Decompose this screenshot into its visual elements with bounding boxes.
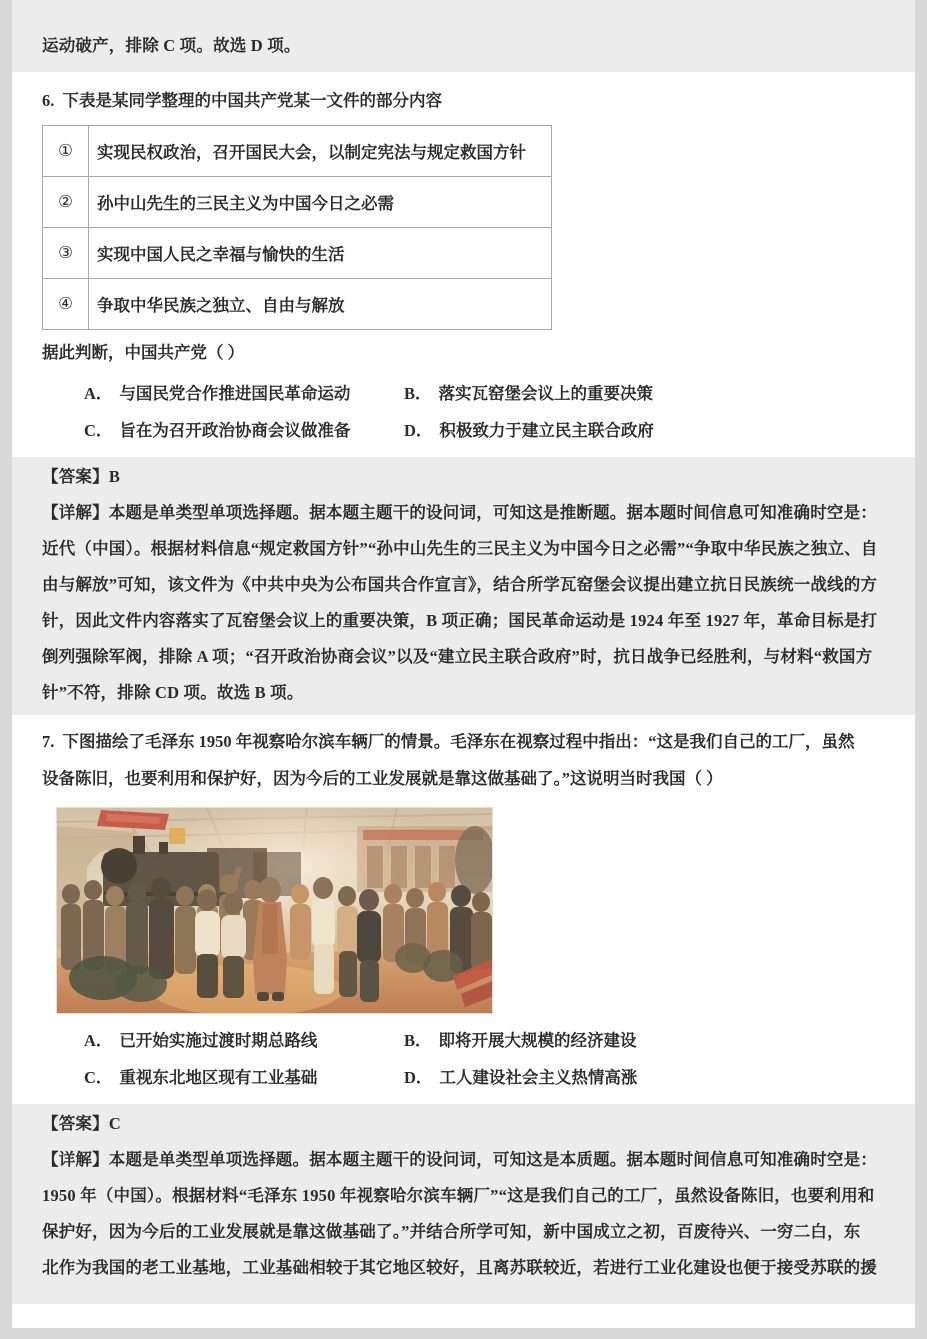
document-page (12, 0, 915, 1328)
question-6-explanation-line: 【详解】本题是单类型单项选择题。据本题主题干的设问词，可知这是推断题。据本题时间信息可知准确时空是： (42, 503, 877, 522)
question-7-figure-wrap (12, 807, 915, 1014)
question-6-options-row-2 (84, 412, 915, 449)
mao-inspection-painting (56, 807, 493, 1014)
option-b[interactable] (404, 375, 653, 412)
option-b-label: B． (404, 384, 432, 403)
question-6-prompt: 据此判断，中国共产党（ ） (42, 343, 245, 362)
question-6-options-row-1 (84, 375, 915, 412)
question-7-options-row-2 (84, 1059, 915, 1096)
page-content (12, 0, 915, 1304)
option-c-label: C． (84, 1068, 113, 1087)
question-6-number: 6. (42, 91, 55, 110)
option-c-text: 旨在为召开政治协商会议做准备 (119, 421, 351, 440)
answer-value: C (108, 1114, 121, 1133)
question-6-explanation-line: 由与解放”可知，该文件为《中共中央为公布国共合作宣言》，结合所学瓦窑堡会议提出建立抗日民族统一战线的方 (42, 575, 878, 594)
question-6-answer-band (12, 457, 915, 715)
question-7-explanation-line: 北作为我国的老工业基地，工业基础相较于其它地区较好，且离苏联较近，若进行工业化建设也便于接受苏联的援 (42, 1258, 877, 1277)
table-row-index: ② (43, 177, 89, 228)
question-6-explanation-line: 针”不符，排除 CD 项。故选 B 项。 (42, 683, 304, 702)
question-6-stem-text: 下表是某同学整理的中国共产党某一文件的部分内容 (62, 91, 442, 110)
option-c-label: C． (84, 421, 113, 440)
option-d-text: 积极致力于建立民主联合政府 (439, 421, 654, 440)
question-6-block (12, 82, 915, 119)
carryover-explanation-band (12, 0, 915, 72)
option-a-label: A． (84, 1031, 113, 1050)
option-b-text: 即将开展大规模的经济建设 (438, 1031, 637, 1050)
question-7-explanation-line: 【详解】本题是单类型单项选择题。据本题主题干的设问词，可知这是本质题。据本题时间信息可知准确时空是： (42, 1150, 877, 1169)
option-c[interactable] (84, 412, 404, 449)
carryover-text: 运动破产，排除 C 项。故选 D 项。 (42, 36, 301, 55)
option-b-text: 落实瓦窑堡会议上的重要决策 (438, 384, 654, 403)
question-6-stem (42, 82, 899, 119)
question-7-stem-text-1: 下图描绘了毛泽东 1950 年视察哈尔滨车辆厂的情景。毛泽东在视察过程中指出：“这是我们自己的工厂，虽然 (62, 732, 855, 751)
question-7-options-row-1 (84, 1022, 915, 1059)
table-row-index: ③ (43, 228, 89, 279)
answer-label: 【答案】 (42, 1114, 109, 1133)
option-b[interactable] (404, 1022, 637, 1059)
option-d-text: 工人建设社会主义热情高涨 (439, 1068, 638, 1087)
painting-svg (57, 808, 493, 1014)
answer-label: 【答案】 (42, 467, 109, 486)
option-c-text: 重视东北地区现有工业基础 (119, 1068, 318, 1087)
option-d-label: D． (404, 1068, 433, 1087)
question-6-explanation-line: 近代（中国）。根据材料信息“规定救国方针”“孙中山先生的三民主义为中国今日之必需”“争取中华民族之独立、自 (42, 539, 878, 558)
question-7-block (12, 723, 915, 797)
table-row-index: ① (43, 126, 89, 177)
option-a[interactable] (84, 1022, 404, 1059)
table-row (43, 126, 552, 177)
question-6-explanation-line: 倒列强除军阀，排除 A 项；“召开政治协商会议”以及“建立民主联合政府”时，抗日战争已经胜利，与材料“救国方 (42, 647, 873, 666)
table-row-content: 孙中山先生的三民主义为中国今日之必需 (89, 177, 552, 228)
option-d-label: D． (404, 421, 433, 440)
answer-value: B (108, 467, 121, 486)
table-row-index: ④ (43, 279, 89, 330)
option-a-label: A． (84, 384, 113, 403)
option-d[interactable] (404, 412, 654, 449)
question-7-explanation-line: 保护好，因为今后的工业发展就是靠这做基础了。”并结合所学可知，新中国成立之初，百废待兴、一穷二白，东 (42, 1222, 861, 1241)
option-a[interactable] (84, 375, 404, 412)
question-6-table-wrap (12, 125, 915, 330)
question-7-explanation-line: 1950 年（中国）。根据材料“毛泽东 1950 年视察哈尔滨车辆厂”“这是我们自己的工厂，虽然设备陈旧，也要利用和 (42, 1186, 875, 1205)
table-row (43, 177, 552, 228)
question-6-prompt-wrap (12, 334, 915, 371)
question-6-options (12, 375, 915, 449)
question-7-answer (42, 1106, 907, 1142)
table-row (43, 279, 552, 330)
table-row (43, 228, 552, 279)
option-c[interactable] (84, 1059, 404, 1096)
option-d[interactable] (404, 1059, 637, 1096)
option-a-text: 已开始实施过渡时期总路线 (119, 1031, 318, 1050)
table-row-content: 争取中华民族之独立、自由与解放 (89, 279, 552, 330)
question-6-answer (42, 459, 907, 495)
table-row-content: 实现民权政治，召开国民大会，以制定宪法与规定救国方针 (89, 126, 552, 177)
question-7-stem-line-1 (42, 723, 899, 760)
option-a-text: 与国民党合作推进国民革命运动 (119, 384, 351, 403)
question-7-number: 7. (42, 732, 55, 751)
option-b-label: B． (404, 1031, 432, 1050)
question-6-explanation-line: 针，因此文件内容落实了瓦窑堡会议上的重要决策，B 项正确；国民革命运动是 1924 年至 1927 年，革命目标是打 (42, 611, 878, 630)
material-table (42, 125, 552, 330)
question-7-options (12, 1022, 915, 1096)
table-row-content: 实现中国人民之幸福与愉快的生活 (89, 228, 552, 279)
question-7-stem-line-2: 设备陈旧，也要利用和保护好，因为今后的工业发展就是靠这做基础了。”这说明当时我国（ ） (42, 769, 723, 788)
question-7-answer-band (12, 1104, 915, 1304)
